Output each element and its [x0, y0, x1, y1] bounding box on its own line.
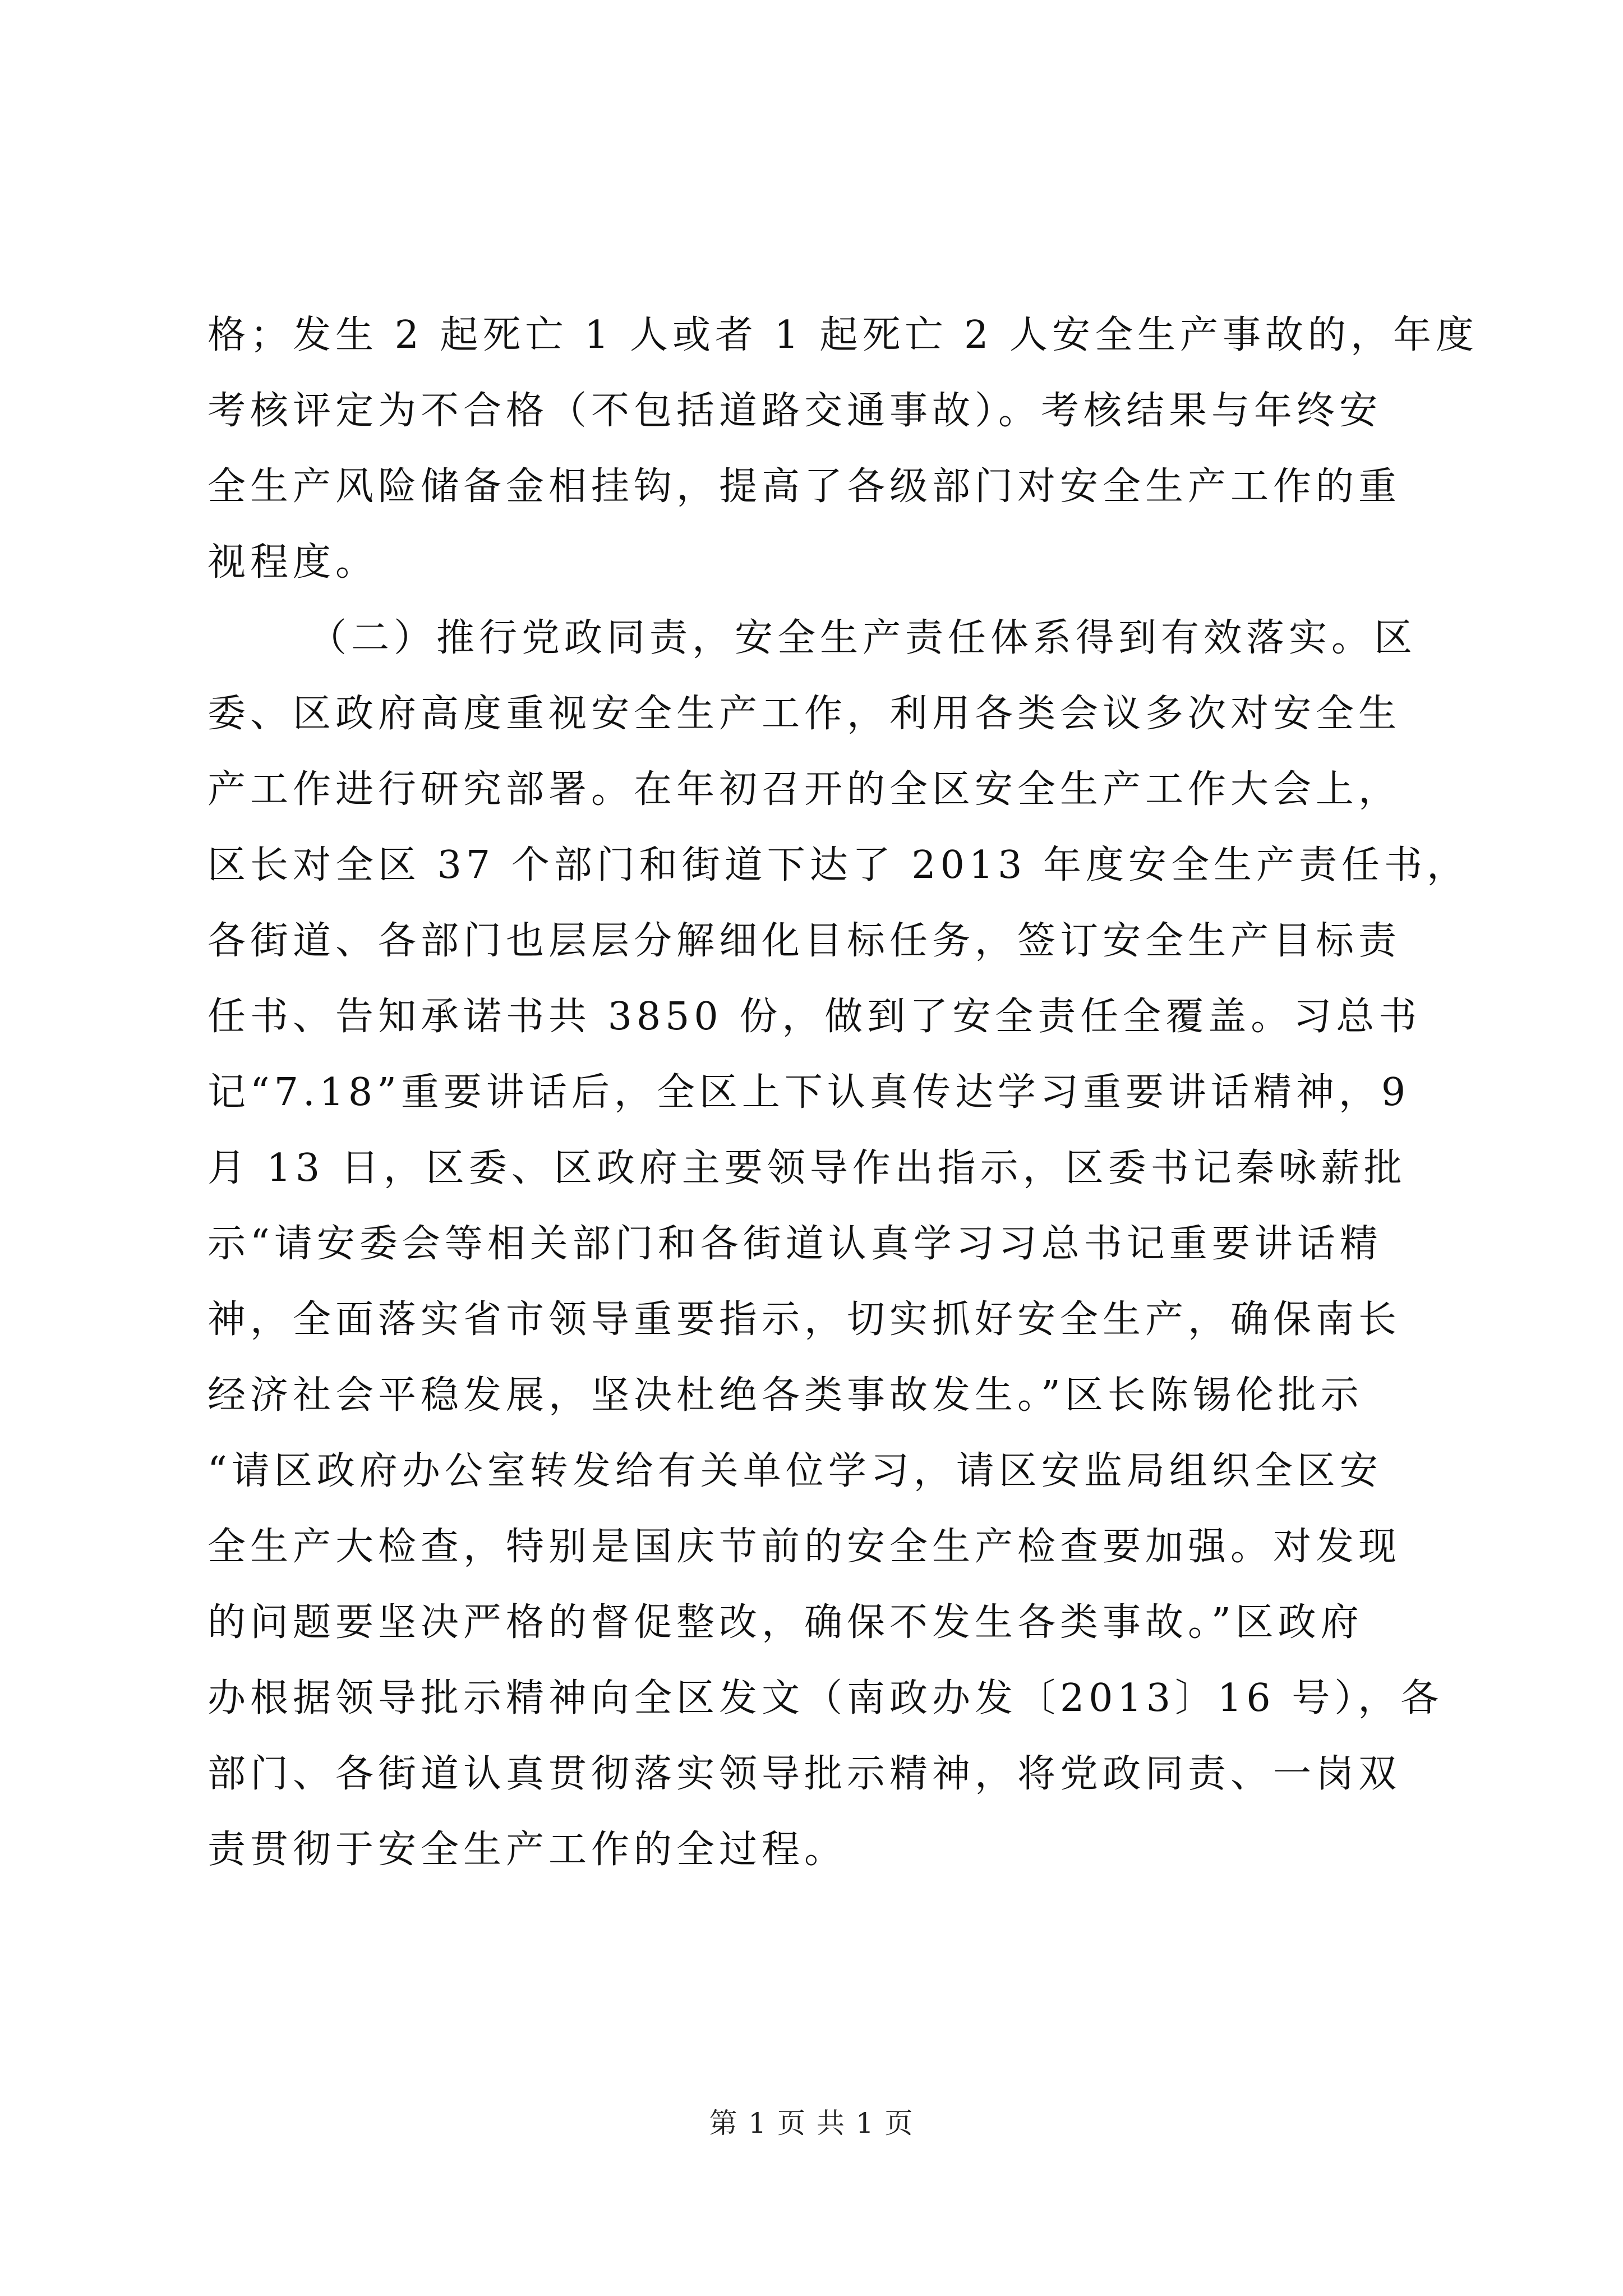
document-body: [208, 297, 1478, 1888]
text-line: 委、区政府高度重视安全生产工作，利用各类会议多次对安全生: [208, 692, 1401, 736]
text-line: 月 13 日，区委、区政府主要领导作出指示，区委书记秦咏薪批: [208, 1146, 1407, 1190]
text-line: 区长对全区 37 个部门和街道下达了 2013 年度安全生产责任书，: [208, 843, 1470, 887]
text-line: 的问题要坚决严格的督促整改，确保不发生各类事故。”区政府: [208, 1600, 1363, 1645]
text-line: 记“7.18”重要讲话后，全区上下认真传达学习重要讲话精神，9: [208, 1070, 1410, 1115]
text-line: 办根据领导批示精神向全区发文（南政办发〔2013〕16 号），各: [208, 1676, 1444, 1720]
text-line: 任书、告知承诺书共 3850 份，做到了安全责任全覆盖。习总书: [208, 995, 1422, 1039]
text-line: 考核评定为不合格（不包括道路交通事故）。考核结果与年终安: [208, 389, 1382, 433]
paragraph-2: [208, 600, 1470, 1888]
text-line: 全生产风险储备金相挂钩，提高了各级部门对安全生产工作的重: [208, 464, 1401, 509]
text-line: （二）推行党政同责，安全生产责任体系得到有效落实。区: [308, 616, 1417, 660]
text-line: “请区政府办公室转发给有关单位学习，请区安监局组织全区安: [208, 1449, 1382, 1493]
text-line: 产工作进行研究部署。在年初召开的全区安全生产工作大会上，: [208, 767, 1401, 812]
text-line: 全生产大检查，特别是国庆节前的安全生产检查要加强。对发现: [208, 1525, 1401, 1569]
text-line: 格；发生 2 起死亡 1 人或者 1 起死亡 2 人安全生产事故的，年度: [208, 313, 1478, 357]
text-line: 经济社会平稳发展，坚决杜绝各类事故发生。”区长陈锡伦批示: [208, 1373, 1363, 1418]
page-footer: [0, 2106, 1623, 2140]
text-line: 各街道、各部门也层层分解细化目标任务，签订安全生产目标责: [208, 919, 1401, 963]
text-line: 视程度。: [208, 540, 379, 585]
text-line: 示“请安委会等相关部门和各街道认真学习习总书记重要讲话精: [208, 1222, 1382, 1266]
page-number-label: 第 1 页 共 1 页: [709, 2107, 914, 2139]
paragraph-1: [208, 297, 1478, 600]
text-line: 神，全面落实省市领导重要指示，切实抓好安全生产，确保南长: [208, 1297, 1401, 1342]
text-line: 责贯彻于安全生产工作的全过程。: [208, 1828, 847, 1872]
text-line: 部门、各街道认真贯彻落实领导批示精神，将党政同责、一岗双: [208, 1752, 1401, 1796]
